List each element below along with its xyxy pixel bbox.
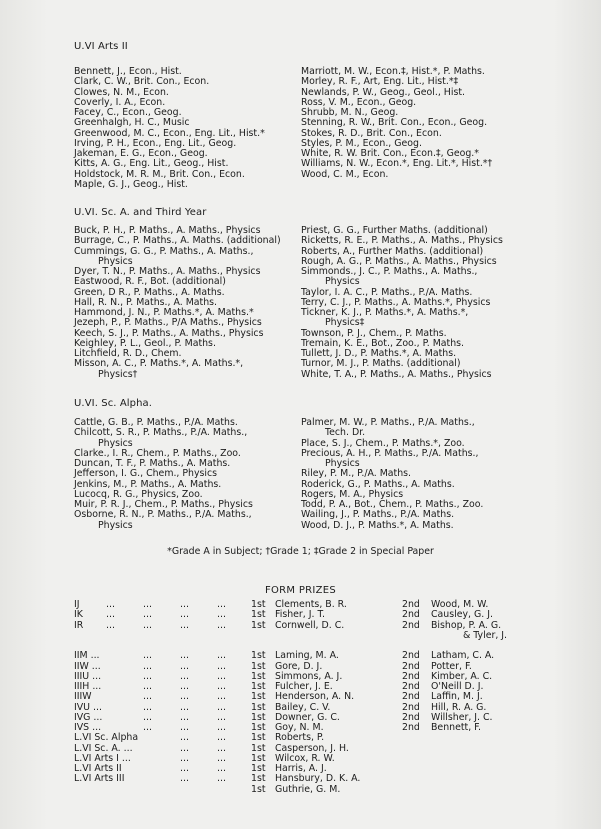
section-heading: U.VI Arts II — [74, 41, 128, 52]
list-item: Burrage, C., P. Maths., A. Maths. (additional) — [74, 235, 281, 247]
second-place-label: 2nd — [402, 609, 420, 621]
list-item: Palmer, M. W., P. Maths., P./A. Maths., — [301, 417, 475, 428]
list-item: Osborne, R. N., P. Maths., P./A. Maths., — [74, 509, 252, 521]
list-item: Bennett, J., Econ., Hist. — [74, 66, 182, 77]
first-place-name: Goy, N. M. — [275, 722, 324, 733]
list-item: Jenkins, M., P. Maths., A. Maths. — [74, 478, 222, 490]
second-place-label: 2nd — [402, 722, 420, 733]
first-place-label: 1st — [251, 619, 266, 631]
list-item: Kitts, A. G., Eng. Lit., Geog., Hist. — [74, 158, 229, 170]
second-place-name: Potter, F. — [431, 660, 472, 672]
second-place-name: Willsher, J. C. — [431, 711, 493, 723]
first-place-label: 1st — [251, 650, 266, 662]
section-list-left — [74, 67, 265, 190]
first-place-name: Simmons, A. J. — [275, 670, 343, 682]
second-place-label: 2nd — [402, 660, 420, 672]
list-item: White, T. A., P. Maths., A. Maths., Physics — [301, 368, 492, 380]
list-item: Precious, A. H., P. Maths., P./A. Maths., — [301, 447, 479, 459]
section-list-left — [74, 418, 253, 531]
list-item: Terry, C. J., P. Maths., A. Maths.*, Physics — [301, 296, 491, 308]
form-name: IVG ... — [74, 711, 103, 723]
prize-row — [74, 651, 574, 661]
list-item: Marriott, M. W., Econ.‡, Hist.*, P. Maths. — [301, 66, 485, 77]
form-name: IIIW — [74, 691, 92, 703]
first-place-label: 1st — [251, 752, 266, 764]
form-name: L.VI Sc. A. ... — [74, 742, 133, 754]
form-prizes-title: FORM PRIZES — [264, 585, 337, 596]
list-item: Todd, P. A., Bot., Chem., P. Maths., Zoo. — [301, 499, 484, 510]
list-item: Eastwood, R. F., Bot. (additional) — [74, 276, 226, 288]
leader-dots: ... ... ... — [143, 711, 226, 723]
list-item: Rogers, M. A., Physics — [301, 488, 404, 500]
leader-dots: ... ... ... — [143, 701, 226, 713]
second-place-name: Causley, G. J. — [431, 609, 493, 621]
list-item: Duncan, T. F., P. Maths., A. Maths. — [74, 458, 231, 469]
first-place-name: Wilcox, R. W. — [275, 752, 335, 764]
first-place-label: 1st — [251, 609, 266, 621]
first-place-label: 1st — [251, 701, 266, 713]
list-item-continuation: Physics — [325, 458, 360, 469]
form-name: IK — [74, 609, 83, 621]
list-item: Greenhalgh, H. C., Music — [74, 117, 190, 129]
prize-row — [74, 723, 574, 733]
list-item: Rough, A. G., P. Maths., A. Maths., Physics — [301, 255, 497, 267]
second-place-label: 2nd — [402, 711, 420, 723]
leader-dots: ... ... — [180, 773, 226, 785]
form-name: L.VI Arts I ... — [74, 752, 131, 764]
list-item: White, R. W. Brit. Con., Econ.‡, Geog.* — [301, 148, 479, 159]
section-heading: U.VI. Sc. Alpha. — [74, 398, 153, 409]
second-place-name: Bennett, F. — [431, 722, 482, 733]
list-item: Hall, R. N., P. Maths., A. Maths. — [74, 296, 218, 308]
first-place-name: Clements, B. R. — [275, 599, 347, 610]
list-item: Priest, G. G., Further Maths. (additional) — [301, 225, 488, 236]
leader-dots: ... ... ... — [143, 650, 226, 662]
list-item: Ross, V. M., Econ., Geog. — [301, 96, 417, 108]
list-item-continuation: Physics† — [98, 368, 138, 380]
second-place-label: 2nd — [402, 619, 420, 631]
section-list-right — [301, 418, 483, 531]
grade-footnote: *Grade A in Subject; †Grade 1; ‡Grade 2 in Special Paper — [167, 546, 434, 557]
second-place-name: Latham, C. A. — [431, 650, 495, 662]
first-place-name: Fulcher, J. E. — [275, 681, 333, 692]
second-place-label: 2nd — [402, 670, 420, 682]
first-place-name: Laming, M. A. — [275, 650, 339, 662]
second-place-label: 2nd — [402, 599, 420, 610]
first-place-label: 1st — [251, 660, 266, 672]
list-item: Holdstock, M. R. M., Brit. Con., Econ. — [74, 168, 245, 180]
second-place-label: 2nd — [402, 701, 420, 713]
list-item: Clarke., I. R., Chem., P. Maths., Zoo. — [74, 447, 241, 459]
list-item: Misson, A. C., P. Maths.*, A. Maths.*, — [74, 358, 244, 370]
list-item: Dyer, T. N., P. Maths., A. Maths., Physics — [74, 266, 261, 277]
list-item: Townson, P. J., Chem., P. Maths. — [301, 327, 447, 339]
list-item: Hammond, J. N., P. Maths.*, A. Maths.* — [74, 307, 254, 318]
list-item: Greenwood, M. C., Econ., Eng. Lit., Hist.* — [74, 127, 265, 139]
first-place-name: Harris, A. J. — [275, 763, 327, 774]
list-item: Cattle, G. B., P. Maths., P./A. Maths. — [74, 417, 238, 428]
list-item: Ricketts, R. E., P. Maths., A. Maths., Physics — [301, 235, 503, 247]
section-list-right — [301, 67, 492, 180]
form-name: IJ — [74, 599, 80, 610]
first-place-label: 1st — [251, 763, 266, 774]
first-place-name: Roberts, P. — [275, 732, 325, 744]
form-name: IR — [74, 619, 84, 631]
list-item: Taylor, I. A. C., P. Maths., P./A. Maths. — [301, 286, 473, 298]
list-item: Clark, C. W., Brit. Con., Econ. — [74, 76, 210, 88]
list-item: Tremain, K. E., Bot., Zoo., P. Maths. — [301, 337, 465, 349]
second-place-name: Bishop, P. A. G. — [431, 619, 502, 631]
list-item: Simmonds., J. C., P. Maths., A. Maths., — [301, 266, 478, 277]
list-item: Jezeph, P., P. Maths., P/A Maths., Physics — [74, 317, 262, 329]
form-name: L.VI Arts II — [74, 763, 122, 774]
section-heading: U.VI. Sc. A. and Third Year — [74, 207, 207, 218]
first-place-name: Henderson, A. N. — [275, 691, 355, 703]
list-item: Irving, P. H., Econ., Eng. Lit., Geog. — [74, 137, 237, 149]
list-item: Stenning, R. W., Brit. Con., Econ., Geog. — [301, 117, 488, 129]
first-place-label: 1st — [251, 670, 266, 682]
prize-row — [74, 631, 574, 641]
second-place-name: O'Neill D. J. — [431, 681, 484, 692]
second-place-label: 2nd — [402, 650, 420, 662]
leader-dots: ... ... — [180, 742, 226, 754]
list-item: Green, D R., P. Maths., A. Maths. — [74, 286, 225, 298]
prize-row — [74, 610, 574, 620]
list-item: Jefferson, I. G., Chem., Physics — [74, 468, 218, 480]
list-item: Tickner, K. J., P. Maths.*, A. Maths.*, — [301, 307, 469, 318]
first-place-name: Bailey, C. V. — [275, 701, 331, 713]
list-item: Keighley, P. L., Geol., P. Maths. — [74, 337, 216, 349]
list-item: Wailing, J., P. Maths., P./A. Maths. — [301, 509, 455, 521]
list-item-continuation: Tech. Dr. — [325, 427, 366, 439]
second-place-name: Laffin, M. J. — [431, 691, 483, 703]
first-place-label: 1st — [251, 691, 266, 703]
first-place-name: Gore, D. J. — [275, 660, 323, 672]
first-place-label: 1st — [251, 773, 266, 785]
first-place-name: Hansbury, D. K. A. — [275, 773, 361, 785]
second-place-name: Wood, M. W. — [431, 599, 489, 610]
form-name: IIM ... — [74, 650, 100, 662]
form-prizes-table — [74, 600, 574, 795]
list-item: Morley, R. F., Art, Eng. Lit., Hist.*‡ — [301, 76, 459, 88]
leader-dots: ... ... ... — [143, 691, 226, 703]
section-list-right — [301, 226, 503, 380]
list-item-continuation: Physics — [98, 519, 133, 531]
leader-dots: ... ... ... — [143, 670, 226, 682]
leader-dots: ... ... ... — [143, 722, 226, 733]
leader-dots: ... ... — [180, 752, 226, 764]
list-item: Keech, S. J., P. Maths., A. Maths., Physics — [74, 327, 264, 339]
first-place-name: Downer, G. C. — [275, 711, 340, 723]
leader-dots: ... ... — [180, 732, 226, 744]
form-name: IIIU ... — [74, 670, 102, 682]
list-item: Chilcott, S. R., P. Maths., P./A. Maths., — [74, 427, 248, 439]
list-item: Riley, P. M., P./A. Maths. — [301, 468, 412, 480]
form-name: L.VI Arts III — [74, 773, 125, 785]
prize-row — [74, 785, 574, 795]
first-place-label: 1st — [251, 783, 266, 795]
list-item: Lucocq, R. G., Physics, Zoo. — [74, 488, 203, 500]
first-place-label: 1st — [251, 742, 266, 754]
list-item: Litchfield, R. D., Chem. — [74, 348, 182, 359]
leader-dots: ... ... ... ... — [106, 599, 226, 610]
first-place-name: Casperson, J. H. — [275, 742, 349, 754]
list-item: Styles, P. M., Econ., Geog. — [301, 137, 422, 149]
list-item: Clowes, N. M., Econ. — [74, 86, 169, 98]
form-name: IVS ... — [74, 722, 102, 733]
list-item: Tullett, J. D., P. Maths.*, A. Maths. — [301, 348, 457, 359]
first-place-label: 1st — [251, 599, 266, 610]
second-place-name: Hill, R. A. G. — [431, 701, 487, 713]
list-item-continuation: Physics — [98, 437, 133, 449]
list-item: Stokes, R. D., Brit. Con., Econ. — [301, 127, 442, 139]
second-place-label: 2nd — [402, 691, 420, 703]
list-item: Muir, P. R. J., Chem., P. Maths., Physics — [74, 499, 253, 510]
first-place-name: Guthrie, G. M. — [275, 783, 341, 795]
list-item: Roberts, A., Further Maths. (additional) — [301, 245, 484, 257]
list-item: Place, S. J., Chem., P. Maths.*, Zoo. — [301, 437, 465, 449]
prize-row — [74, 733, 574, 743]
list-item: Wood, D. J., P. Maths.*, A. Maths. — [301, 519, 454, 531]
leader-dots: ... ... ... ... — [106, 609, 226, 621]
list-item-continuation: Physics — [325, 276, 360, 288]
list-item: Wood, C. M., Econ. — [301, 168, 389, 180]
first-place-label: 1st — [251, 681, 266, 692]
first-place-label: 1st — [251, 732, 266, 744]
first-place-name: Cornwell, D. C. — [275, 619, 345, 631]
leader-dots: ... ... — [180, 763, 226, 774]
leader-dots: ... ... ... — [143, 681, 226, 692]
list-item: Maple, G. J., Geog., Hist. — [74, 178, 188, 190]
second-place-name: Kimber, A. C. — [431, 670, 493, 682]
leader-dots: ... ... ... — [143, 660, 226, 672]
prize-row — [74, 692, 574, 702]
form-name: IVU ... — [74, 701, 102, 713]
first-place-label: 1st — [251, 722, 266, 733]
form-name: IIW ... — [74, 660, 101, 672]
form-name: L.VI Sc. Alpha — [74, 732, 139, 744]
leader-dots: ... ... ... ... — [106, 619, 226, 631]
list-item: Facey, C., Econ., Geog. — [74, 107, 182, 118]
list-item: Cummings, G. G., P. Maths., A. Maths., — [74, 245, 254, 257]
second-place-name: & Tyler, J. — [463, 629, 508, 641]
list-item: Coverly, I. A., Econ. — [74, 96, 166, 108]
first-place-name: Fisher, J. T. — [275, 609, 326, 621]
list-item: Newlands, P. W., Geog., Geol., Hist. — [301, 86, 465, 98]
first-place-label: 1st — [251, 711, 266, 723]
second-place-label: 2nd — [402, 681, 420, 692]
list-item: Turnor, M. J., P. Maths. (additional) — [301, 358, 461, 370]
list-item: Roderick, G., P. Maths., A. Maths. — [301, 478, 455, 490]
list-item: Jakeman, E. G., Econ., Geog. — [74, 148, 208, 159]
form-name: IIIH ... — [74, 681, 102, 692]
list-item: Buck, P. H., P. Maths., A. Maths., Physics — [74, 225, 261, 236]
list-item: Williams, N. W., Econ.*, Eng. Lit.*, Hist.*† — [301, 158, 493, 170]
list-item-continuation: Physics‡ — [325, 317, 365, 329]
list-item-continuation: Physics — [98, 255, 133, 267]
prize-row — [74, 774, 574, 784]
list-item: Shrubb, M. N., Geog. — [301, 107, 399, 118]
section-list-left — [74, 226, 281, 380]
